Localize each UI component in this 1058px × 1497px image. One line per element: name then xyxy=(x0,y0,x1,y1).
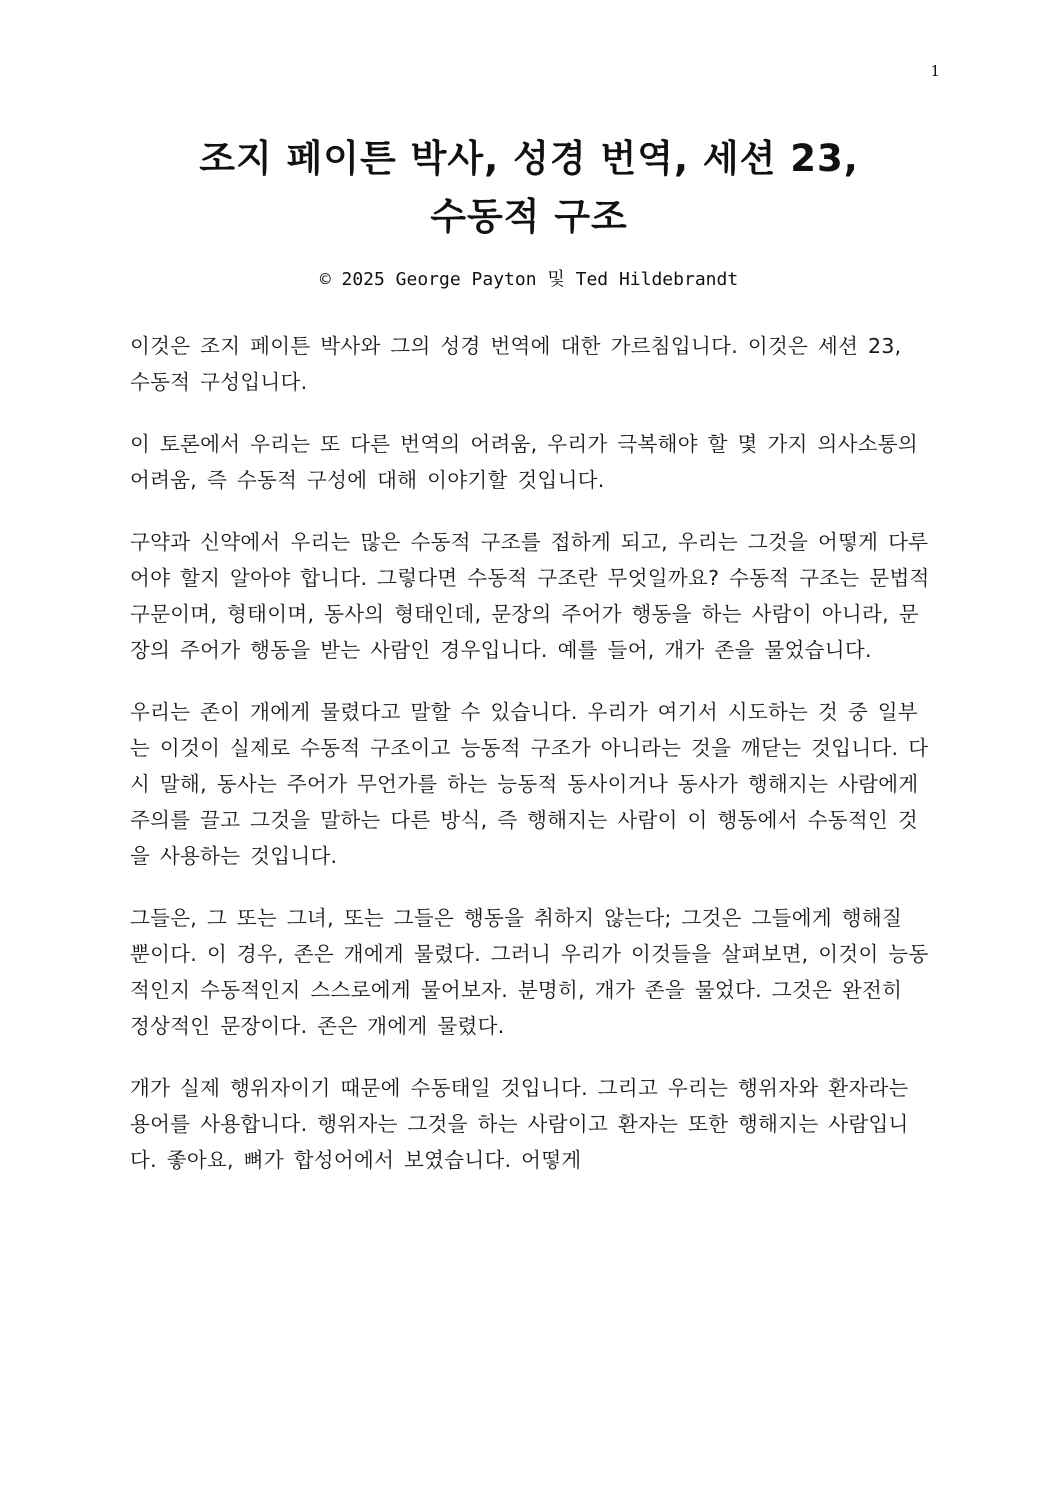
copyright-notice: © 2025 George Payton 및 Ted Hildebrandt xyxy=(319,269,739,290)
paragraph: 개가 실제 행위자이기 때문에 수동태일 것입니다. 그리고 우리는 행위자와 환자라는 용어를 사용합니다. 행위자는 그것을 하는 사람이고 환자는 또한 행해지는 사람입니다. 좋아요, 뼈가 합성어에서 보였습니다. 어떻게 xyxy=(130,1076,909,1172)
body-text xyxy=(130,328,930,1204)
page-number: 1 xyxy=(930,62,940,80)
paragraph: 구약과 신약에서 우리는 많은 수동적 구조를 접하게 되고, 우리는 그것을 어떻게 다루어야 할지 알아야 합니다. 그렇다면 수동적 구조란 무엇일까요? 수동적 구조는 문법적 구문이며, 형태이며, 동사의 형태인데, 문장의 주어가 행동을 하는 사람이 아니라, 문장의 주어가 행동을 받는 사람인 경우입니다. 예를 들어, 개가 존을 물었습니다. xyxy=(130,530,930,662)
title-line-2: 수동적 구조 xyxy=(430,195,628,238)
paragraph: 그들은, 그 또는 그녀, 또는 그들은 행동을 취하지 않는다; 그것은 그들에게 행해질 뿐이다. 이 경우, 존은 개에게 물렸다. 그러니 우리가 이것들을 살펴보면, 이것이 능동적인지 수동적인지 스스로에게 물어보자. 분명히, 개가 존을 물었다. 그것은 완전히 정상적인 문장이다. 존은 개에게 물렸다. xyxy=(130,906,929,1038)
paragraph: 이 토론에서 우리는 또 다른 번역의 어려움, 우리가 극복해야 할 몇 가지 의사소통의 어려움, 즉 수동적 구성에 대해 이야기할 것입니다. xyxy=(130,432,919,492)
document-title xyxy=(100,130,958,246)
title-line-1: 조지 페이튼 박사, 성경 번역, 세션 23, xyxy=(199,137,859,180)
paragraph: 이것은 조지 페이튼 박사와 그의 성경 번역에 대한 가르침입니다. 이것은 세션 23, 수동적 구성입니다. xyxy=(130,334,902,394)
paragraph: 우리는 존이 개에게 물렸다고 말할 수 있습니다. 우리가 여기서 시도하는 것 중 일부는 이것이 실제로 수동적 구조이고 능동적 구조가 아니라는 것을 깨닫는 것입니다. 다시 말해, 동사는 주어가 무언가를 하는 능동적 동사이거나 동사가 행해지는 사람에게 주의를 끌고 그것을 말하는 다른 방식, 즉 행해지는 사람이 이 행동에서 수동적인 것을 사용하는 것입니다. xyxy=(130,700,929,868)
